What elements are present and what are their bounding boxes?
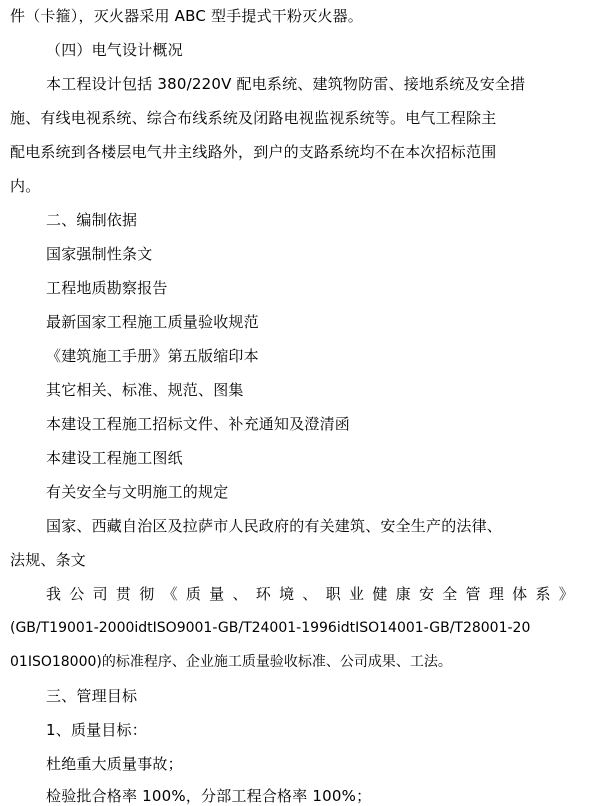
list-item: 本建设工程施工招标文件、补充通知及澄清函 bbox=[46, 415, 351, 433]
section-heading-basis: 二、编制依据 bbox=[46, 211, 138, 229]
list-item: 国家、西藏自治区及拉萨市人民政府的有关建筑、安全生产的法律、 bbox=[46, 517, 503, 535]
list-item: 其它相关、标准、规范、图集 bbox=[46, 381, 244, 399]
paragraph-line-standards: (GB/T19001-2000idtISO9001-GB/T24001-1996idtISO14001-GB/T28001-20 bbox=[10, 620, 531, 636]
paragraph-line: 内。 bbox=[10, 177, 41, 195]
list-item-continuation: 法规、条文 bbox=[10, 551, 87, 569]
paragraph-line: 施、有线电视系统、综合布线系统及闭路电视监视系统等。电气工程除主 bbox=[10, 109, 497, 127]
section-heading-goals: 三、管理目标 bbox=[46, 687, 138, 705]
list-item: 《建筑施工手册》第五版缩印本 bbox=[46, 347, 259, 365]
paragraph-line-quality-system: 我公司贯彻《质量、环境、职业健康安全管理体系》 bbox=[46, 585, 574, 603]
subsection-heading-quality: 1、质量目标： bbox=[46, 721, 147, 739]
paragraph-line-fire-extinguisher: 件（卡箍），灭火器采用 ABC 型手提式干粉灭火器。 bbox=[10, 7, 363, 25]
section-heading-electrical: （四）电气设计概况 bbox=[46, 41, 183, 59]
list-item: 杜绝重大质量事故； bbox=[46, 755, 183, 773]
paragraph-line: 本工程设计包括 380/220V 配电系统、建筑物防雷、接地系统及安全措 bbox=[46, 75, 526, 93]
list-item: 最新国家工程施工质量验收规范 bbox=[46, 313, 259, 331]
list-item: 本建设工程施工图纸 bbox=[46, 449, 183, 467]
list-item: 检验批合格率 100%，分部工程合格率 100%； bbox=[46, 787, 372, 805]
paragraph-line: 配电系统到各楼层电气井主线路外，到户的支路系统均不在本次招标范围 bbox=[10, 143, 497, 161]
list-item: 国家强制性条文 bbox=[46, 245, 153, 263]
paragraph-line-standards: 01ISO18000)的标准程序、企业施工质量验收标准、公司成果、工法。 bbox=[10, 654, 452, 670]
list-item: 有关安全与文明施工的规定 bbox=[46, 483, 229, 501]
list-item: 工程地质勘察报告 bbox=[46, 279, 168, 297]
